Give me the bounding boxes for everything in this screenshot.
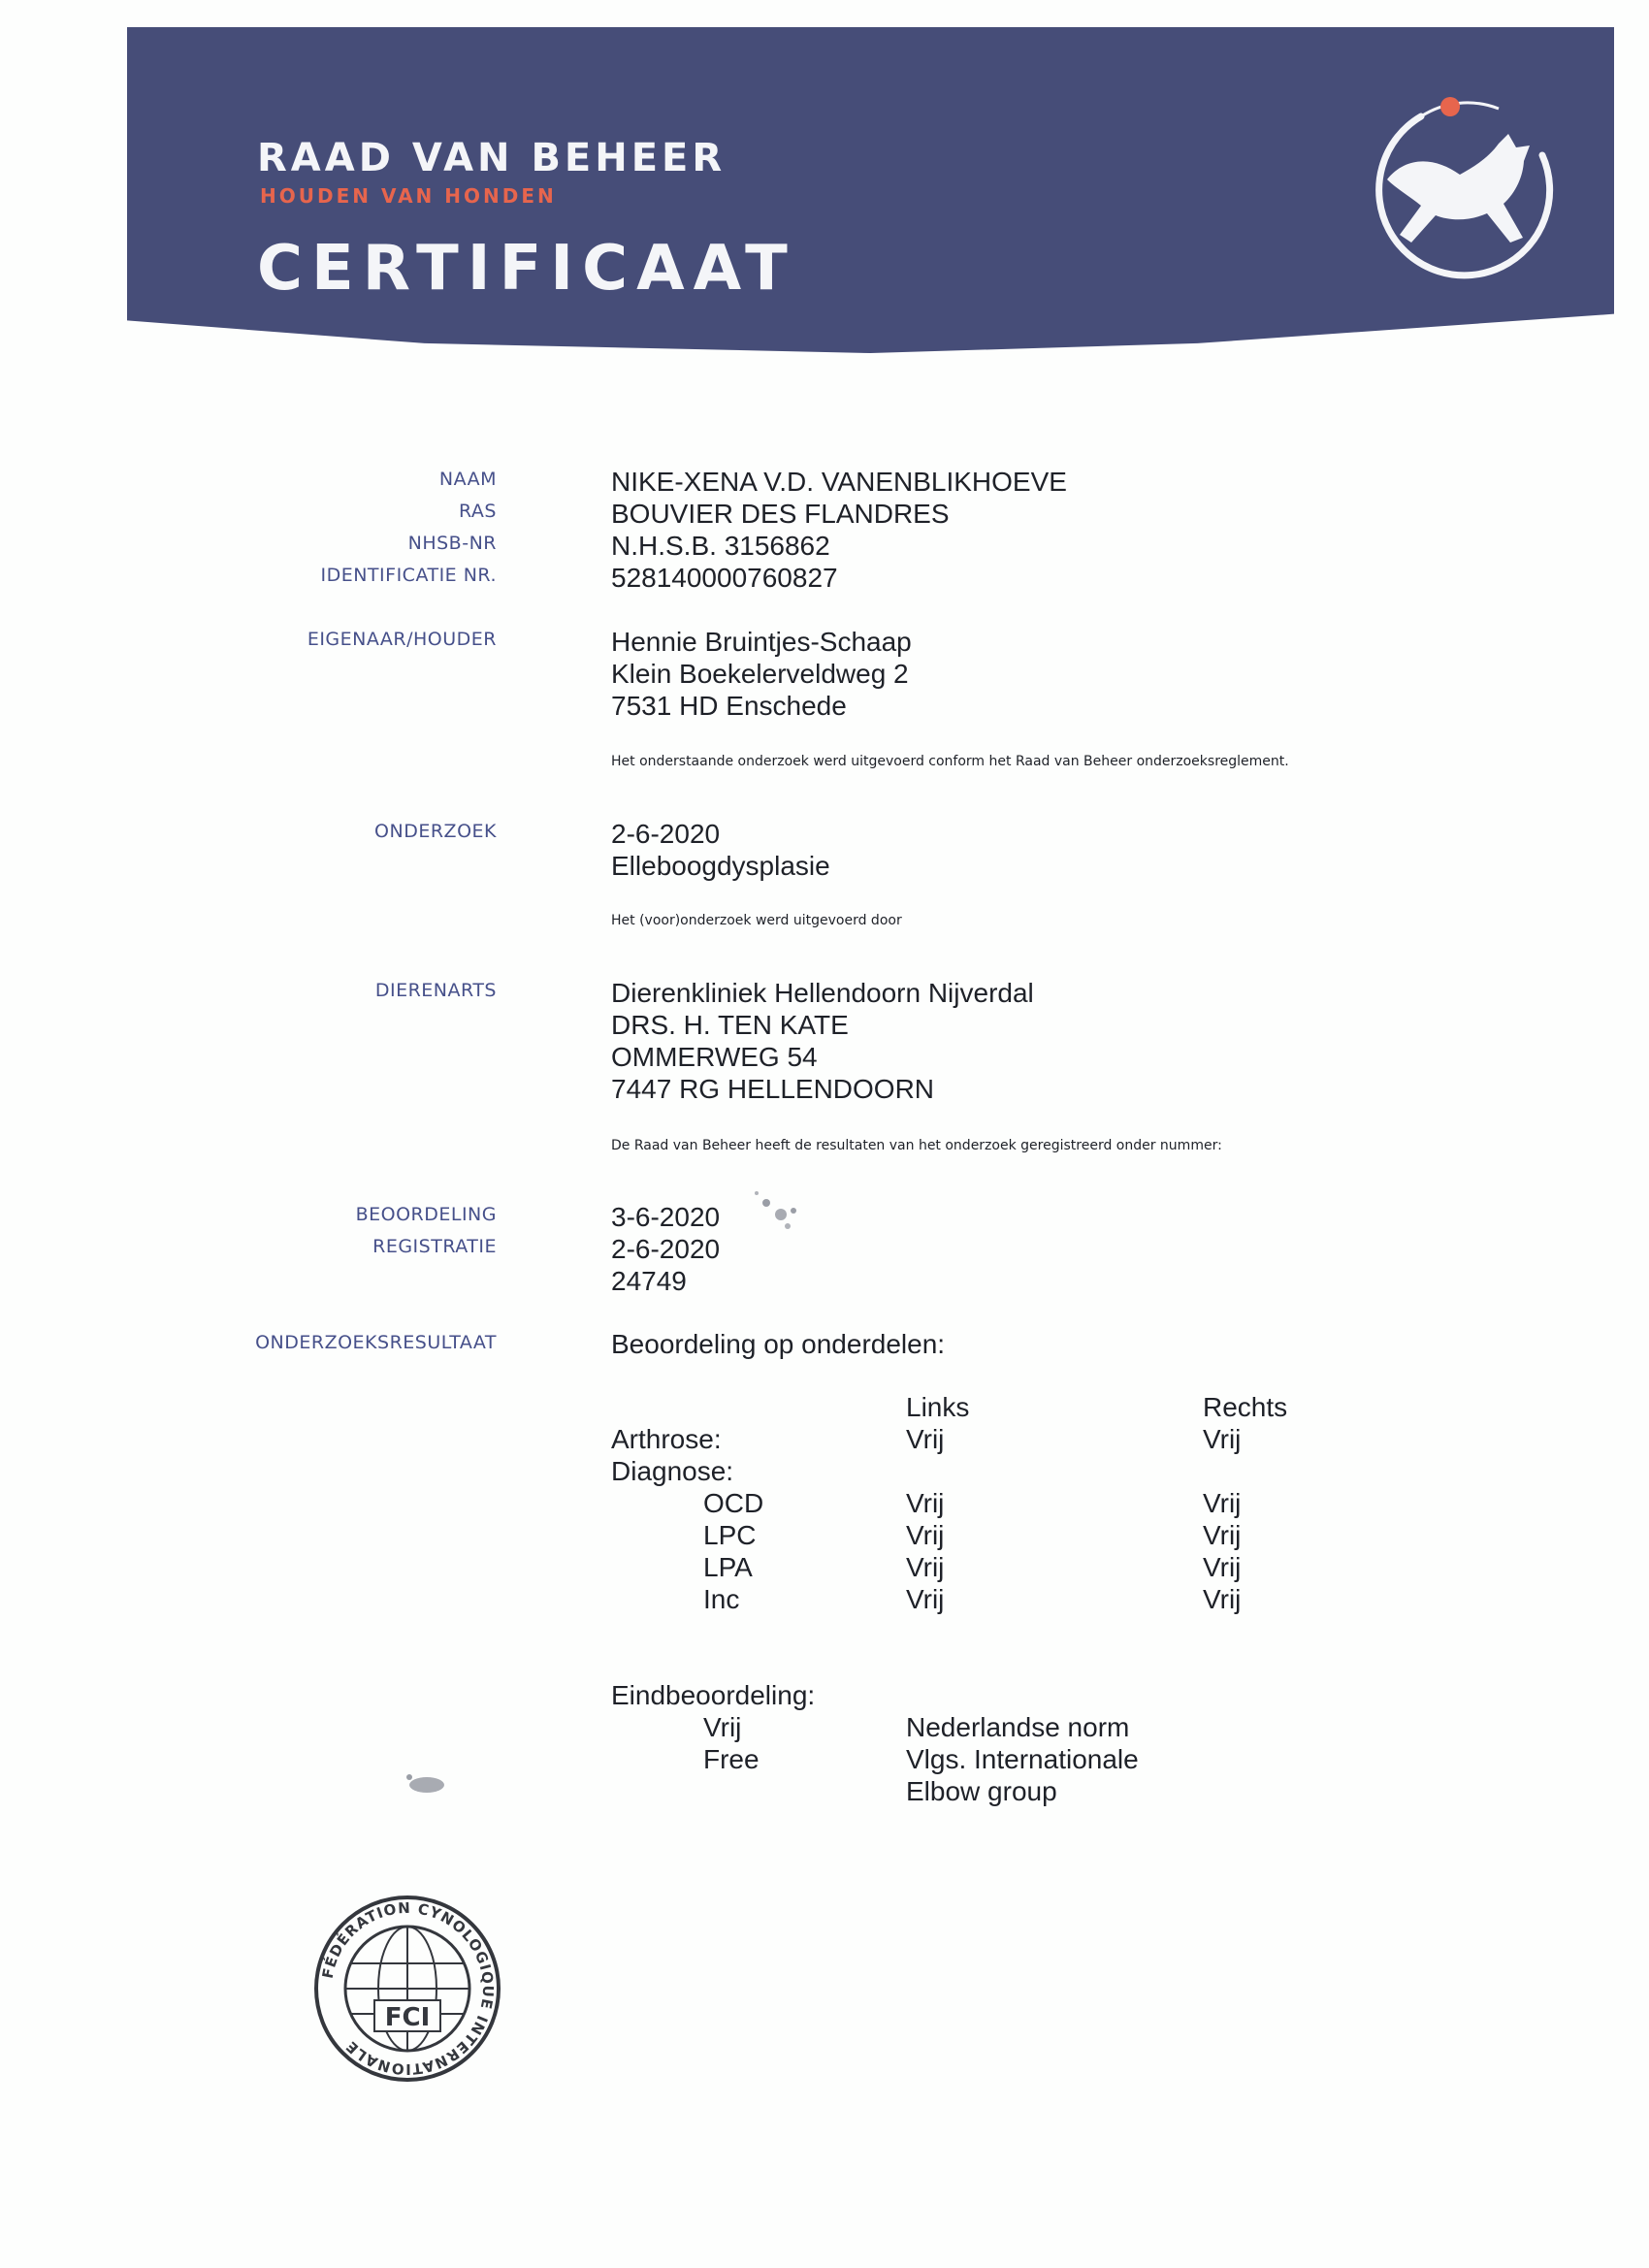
exam-date: 2-6-2020 xyxy=(611,819,721,849)
nhsb-label: NHSB-NR xyxy=(407,533,497,554)
registration-date: 2-6-2020 xyxy=(611,1234,721,1264)
ras-label: RAS xyxy=(459,501,497,522)
column-links: Links xyxy=(906,1392,970,1422)
final-norm: Elbow group xyxy=(906,1776,1057,1806)
fci-globe-seal-icon xyxy=(312,1894,502,2084)
vet-city: 7447 RG HELLENDOORN xyxy=(611,1074,935,1104)
org-name: RAAD VAN BEHEER xyxy=(257,136,727,180)
identificatie-label: IDENTIFICATIE NR. xyxy=(320,565,497,586)
note-registered: De Raad van Beheer heeft de resultaten van het onderzoek geregistreerd onder nummer: xyxy=(611,1138,1222,1153)
arthrose-left: Vrij xyxy=(906,1424,945,1454)
owner-street: Klein Boekelerveldweg 2 xyxy=(611,659,909,689)
certificate-title: CERTIFICAAT xyxy=(257,233,796,305)
final-norm: Nederlandse norm xyxy=(906,1712,1130,1742)
diagnose-row-right: Vrij xyxy=(1203,1584,1242,1614)
diagnose-row-left: Vrij xyxy=(906,1488,945,1518)
column-rechts: Rechts xyxy=(1203,1392,1288,1422)
registratie-label: REGISTRATIE xyxy=(372,1236,497,1257)
vet-name: DRS. H. TEN KATE xyxy=(611,1010,849,1040)
leaping-dog-circle-icon xyxy=(1353,87,1567,291)
diagnose-row-name: LPC xyxy=(703,1520,757,1550)
final-norm: Vlgs. Internationale xyxy=(906,1744,1139,1774)
org-tagline: HOUDEN VAN HONDEN xyxy=(260,184,557,208)
seal-center-text: FCI xyxy=(384,2003,431,2032)
seal-ring-text: FÉDÉRATION CYNOLOGIQUE INTERNATIONALE xyxy=(318,1898,498,2079)
dog-identification: 528140000760827 xyxy=(611,563,838,593)
naam-label: NAAM xyxy=(438,469,497,490)
diagnose-label: Diagnose: xyxy=(611,1456,734,1486)
owner-city: 7531 HD Enschede xyxy=(611,691,847,721)
arthrose-right: Vrij xyxy=(1203,1424,1242,1454)
scan-speck xyxy=(737,1183,815,1242)
dog-nhsb: N.H.S.B. 3156862 xyxy=(611,531,830,561)
diagnose-row-right: Vrij xyxy=(1203,1520,1242,1550)
vet-clinic: Dierenkliniek Hellendoorn Nijverdal xyxy=(611,978,1034,1008)
onderzoek-label: ONDERZOEK xyxy=(374,821,497,842)
note-reglement: Het onderstaande onderzoek werd uitgevoerd conform het Raad van Beheer onderzoeksreglement. xyxy=(611,754,1289,769)
dog-name: NIKE-XENA V.D. VANENBLIKHOEVE xyxy=(611,467,1067,497)
scan-speck xyxy=(398,1764,456,1802)
assessment-date: 3-6-2020 xyxy=(611,1202,721,1232)
owner-name: Hennie Bruintjes-Schaap xyxy=(611,627,912,657)
final-label: Eindbeoordeling: xyxy=(611,1680,816,1710)
diagnose-row-right: Vrij xyxy=(1203,1488,1242,1518)
diagnose-row-left: Vrij xyxy=(906,1584,945,1614)
diagnose-row-name: Inc xyxy=(703,1584,740,1614)
note-vet: Het (voor)onderzoek werd uitgevoerd door xyxy=(611,913,902,928)
arthrose-label: Arthrose: xyxy=(611,1424,722,1454)
diagnose-row-name: OCD xyxy=(703,1488,764,1518)
onderzoeksresultaat-label: ONDERZOEKSRESULTAAT xyxy=(255,1332,497,1353)
result-heading: Beoordeling op onderdelen: xyxy=(611,1329,946,1359)
beoordeling-label: BEOORDELING xyxy=(355,1204,497,1225)
eigenaar-label: EIGENAAR/HOUDER xyxy=(307,629,497,650)
dog-breed: BOUVIER DES FLANDRES xyxy=(611,499,950,529)
final-grade: Free xyxy=(703,1744,760,1774)
diagnose-row-left: Vrij xyxy=(906,1520,945,1550)
diagnose-row-left: Vrij xyxy=(906,1552,945,1582)
diagnose-row-name: LPA xyxy=(703,1552,753,1582)
vet-street: OMMERWEG 54 xyxy=(611,1042,818,1072)
registration-number: 24749 xyxy=(611,1266,687,1296)
final-grade: Vrij xyxy=(703,1712,742,1742)
diagnose-row-right: Vrij xyxy=(1203,1552,1242,1582)
exam-type: Elleboogdysplasie xyxy=(611,851,830,881)
dierenarts-label: DIERENARTS xyxy=(374,980,497,1001)
